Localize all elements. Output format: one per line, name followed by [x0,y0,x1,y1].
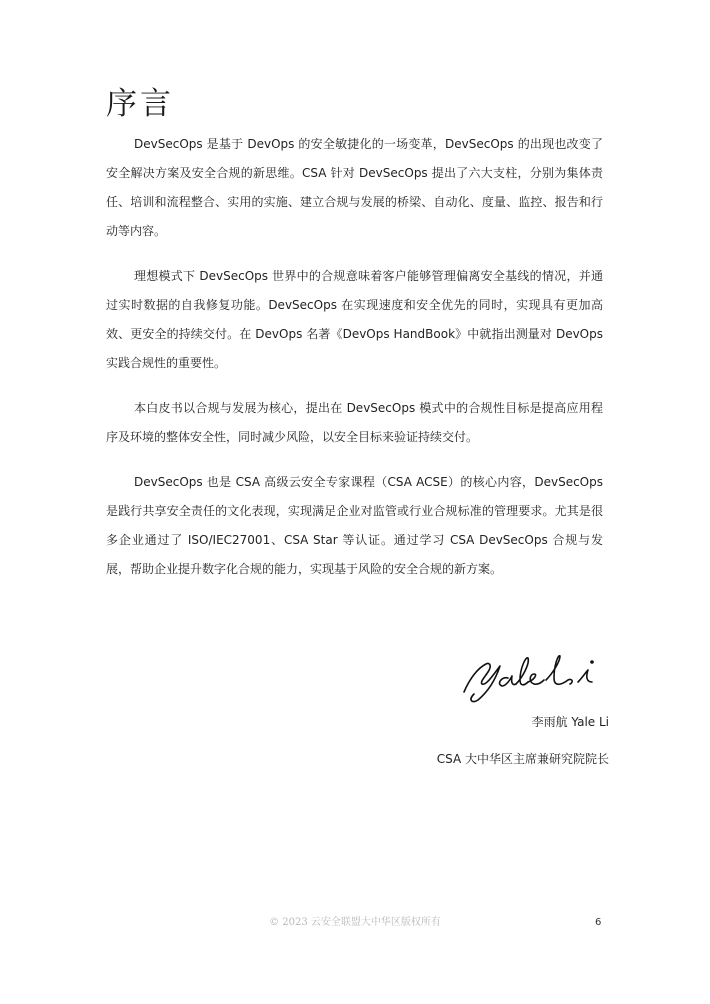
handwritten-signature [456,648,608,706]
page-title: 序言 [106,86,174,122]
paragraph-2: 理想模式下 DevSecOps 世界中的合规意味着客户能够管理偏离安全基线的情况，并通过实时数据的自我修复功能。DevSecOps 在实现速度和安全优先的同时，实现具有更加高效、更安全的持续交付。在 DevOps 名著《DevOps HandBook》中就指出测量对 DevOps 实践合规性的重要性。 [106,269,603,370]
page-number: 6 [595,917,602,928]
preface-body [106,130,603,600]
signatory-name: 李雨航 Yale Li [531,715,609,729]
footer-copyright: © 2023 云安全联盟大中华区版权所有 [269,917,441,928]
signatory-title: CSA 大中华区主席兼研究院院长 [436,752,609,766]
paragraph-1: DevSecOps 是基于 DevOps 的安全敏捷化的一场变革，DevSecOps 的出现也改变了安全解决方案及安全合规的新思维。CSA 针对 DevSecOps 提出了六大支柱，分别为集体责任、培训和流程整合、实用的实施、建立合规与发展的桥梁、自动化、度量、监控、报告和行动等内容。 [106,137,603,238]
paragraph-4: DevSecOps 也是 CSA 高级云安全专家课程（CSA ACSE）的核心内容，DevSecOps 是践行共享安全责任的文化表现，实现满足企业对监管或行业合规标准的管理要求。尤其是很多企业通过了 ISO/IEC27001、CSA Star 等认证。通过学习 CSA DevSecOps 合规与发展，帮助企业提升数字化合规的能力，实现基于风险的安全合规的新方案。 [106,475,603,576]
paragraph-3: 本白皮书以合规与发展为核心，提出在 DevSecOps 模式中的合规性目标是提高应用程序及环境的整体安全性，同时减少风险，以安全目标来验证持续交付。 [106,401,603,444]
